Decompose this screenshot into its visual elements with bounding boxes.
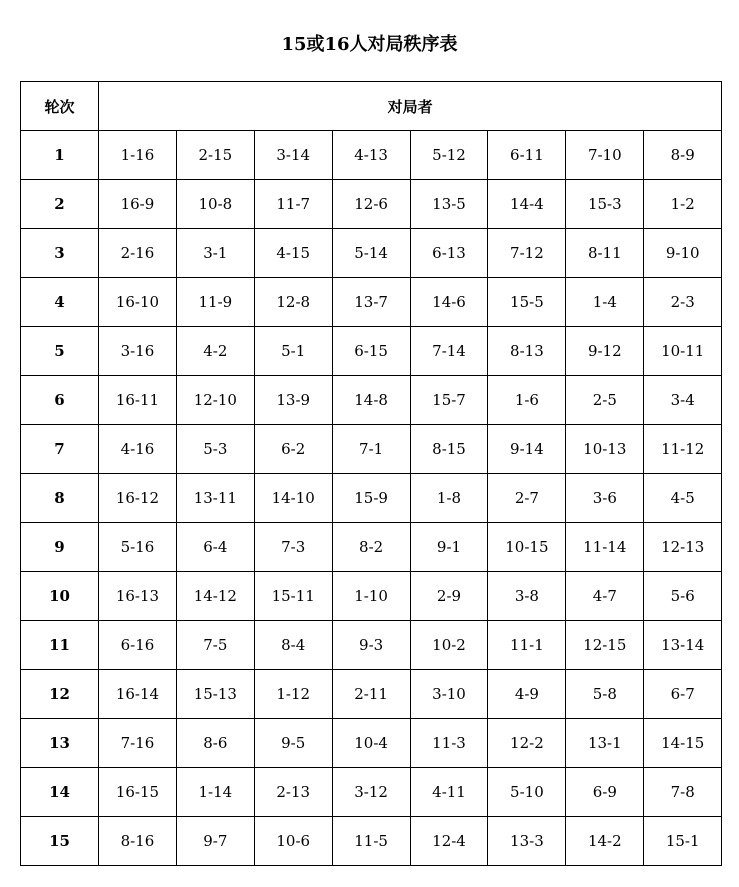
pairing-cell: 11-5 <box>332 817 410 866</box>
round-cell: 9 <box>21 523 99 572</box>
pairing-cell: 15-1 <box>644 817 722 866</box>
header-players: 对局者 <box>99 82 722 131</box>
round-cell: 5 <box>21 327 99 376</box>
round-cell: 8 <box>21 474 99 523</box>
schedule-body <box>21 131 722 866</box>
pairing-cell: 3-8 <box>488 572 566 621</box>
round-cell: 14 <box>21 768 99 817</box>
round-cell: 2 <box>21 180 99 229</box>
pairing-cell: 6-9 <box>566 768 644 817</box>
schedule-table <box>20 81 722 866</box>
pairing-cell: 4-5 <box>644 474 722 523</box>
pairing-cell: 14-8 <box>332 376 410 425</box>
pairing-cell: 9-3 <box>332 621 410 670</box>
pairing-cell: 16-14 <box>99 670 177 719</box>
round-cell: 7 <box>21 425 99 474</box>
pairing-cell: 7-1 <box>332 425 410 474</box>
table-row <box>21 572 722 621</box>
pairing-cell: 4-16 <box>99 425 177 474</box>
table-row <box>21 376 722 425</box>
pairing-cell: 11-1 <box>488 621 566 670</box>
pairing-cell: 9-5 <box>254 719 332 768</box>
pairing-cell: 2-7 <box>488 474 566 523</box>
pairing-cell: 7-10 <box>566 131 644 180</box>
pairing-cell: 10-6 <box>254 817 332 866</box>
pairing-cell: 12-2 <box>488 719 566 768</box>
pairing-cell: 6-7 <box>644 670 722 719</box>
round-cell: 6 <box>21 376 99 425</box>
pairing-cell: 3-12 <box>332 768 410 817</box>
pairing-cell: 12-15 <box>566 621 644 670</box>
pairing-cell: 8-2 <box>332 523 410 572</box>
table-row <box>21 180 722 229</box>
round-cell: 11 <box>21 621 99 670</box>
pairing-cell: 8-6 <box>176 719 254 768</box>
pairing-cell: 4-11 <box>410 768 488 817</box>
table-row <box>21 131 722 180</box>
round-cell: 13 <box>21 719 99 768</box>
pairing-cell: 15-9 <box>332 474 410 523</box>
pairing-cell: 9-1 <box>410 523 488 572</box>
pairing-cell: 14-15 <box>644 719 722 768</box>
pairing-cell: 2-11 <box>332 670 410 719</box>
pairing-cell: 14-10 <box>254 474 332 523</box>
pairing-cell: 8-16 <box>99 817 177 866</box>
pairing-cell: 16-11 <box>99 376 177 425</box>
pairing-cell: 6-2 <box>254 425 332 474</box>
pairing-cell: 6-4 <box>176 523 254 572</box>
pairing-cell: 14-2 <box>566 817 644 866</box>
pairing-cell: 2-16 <box>99 229 177 278</box>
pairing-cell: 11-7 <box>254 180 332 229</box>
pairing-cell: 10-2 <box>410 621 488 670</box>
table-row <box>21 621 722 670</box>
table-row <box>21 719 722 768</box>
pairing-cell: 4-13 <box>332 131 410 180</box>
pairing-cell: 5-1 <box>254 327 332 376</box>
pairing-cell: 2-15 <box>176 131 254 180</box>
pairing-cell: 1-16 <box>99 131 177 180</box>
pairing-cell: 9-10 <box>644 229 722 278</box>
pairing-cell: 5-10 <box>488 768 566 817</box>
pairing-cell: 12-6 <box>332 180 410 229</box>
pairing-cell: 3-6 <box>566 474 644 523</box>
pairing-cell: 15-7 <box>410 376 488 425</box>
pairing-cell: 13-9 <box>254 376 332 425</box>
pairing-cell: 6-11 <box>488 131 566 180</box>
table-row <box>21 670 722 719</box>
pairing-cell: 5-8 <box>566 670 644 719</box>
pairing-cell: 16-10 <box>99 278 177 327</box>
pairing-cell: 9-14 <box>488 425 566 474</box>
pairing-cell: 14-12 <box>176 572 254 621</box>
pairing-cell: 15-11 <box>254 572 332 621</box>
table-row <box>21 817 722 866</box>
pairing-cell: 13-11 <box>176 474 254 523</box>
pairing-cell: 7-3 <box>254 523 332 572</box>
pairing-cell: 7-5 <box>176 621 254 670</box>
pairing-cell: 2-3 <box>644 278 722 327</box>
pairing-cell: 13-5 <box>410 180 488 229</box>
pairing-cell: 7-16 <box>99 719 177 768</box>
pairing-cell: 3-1 <box>176 229 254 278</box>
pairing-cell: 12-10 <box>176 376 254 425</box>
pairing-cell: 12-13 <box>644 523 722 572</box>
pairing-cell: 8-9 <box>644 131 722 180</box>
pairing-cell: 2-13 <box>254 768 332 817</box>
pairing-cell: 11-3 <box>410 719 488 768</box>
pairing-cell: 7-14 <box>410 327 488 376</box>
pairing-cell: 10-15 <box>488 523 566 572</box>
round-cell: 3 <box>21 229 99 278</box>
pairing-cell: 12-8 <box>254 278 332 327</box>
pairing-cell: 16-12 <box>99 474 177 523</box>
page-title: 15或16人对局秩序表 <box>281 34 458 55</box>
pairing-cell: 11-14 <box>566 523 644 572</box>
pairing-cell: 2-9 <box>410 572 488 621</box>
pairing-cell: 5-12 <box>410 131 488 180</box>
pairing-cell: 10-4 <box>332 719 410 768</box>
pairing-cell: 14-6 <box>410 278 488 327</box>
pairing-cell: 5-14 <box>332 229 410 278</box>
pairing-cell: 7-8 <box>644 768 722 817</box>
pairing-cell: 5-3 <box>176 425 254 474</box>
pairing-cell: 11-12 <box>644 425 722 474</box>
header-round: 轮次 <box>21 82 99 131</box>
pairing-cell: 1-10 <box>332 572 410 621</box>
pairing-cell: 16-13 <box>99 572 177 621</box>
round-cell: 12 <box>21 670 99 719</box>
round-cell: 4 <box>21 278 99 327</box>
pairing-cell: 1-4 <box>566 278 644 327</box>
pairing-cell: 8-15 <box>410 425 488 474</box>
pairing-cell: 1-2 <box>644 180 722 229</box>
table-header-row <box>21 82 722 131</box>
pairing-cell: 9-12 <box>566 327 644 376</box>
pairing-cell: 4-2 <box>176 327 254 376</box>
pairing-cell: 13-7 <box>332 278 410 327</box>
pairing-cell: 11-9 <box>176 278 254 327</box>
pairing-cell: 10-11 <box>644 327 722 376</box>
pairing-cell: 7-12 <box>488 229 566 278</box>
table-row <box>21 229 722 278</box>
pairing-cell: 10-13 <box>566 425 644 474</box>
pairing-cell: 4-7 <box>566 572 644 621</box>
table-row <box>21 278 722 327</box>
pairing-cell: 3-14 <box>254 131 332 180</box>
pairing-cell: 1-14 <box>176 768 254 817</box>
table-row <box>21 327 722 376</box>
round-cell: 15 <box>21 817 99 866</box>
pairing-cell: 14-4 <box>488 180 566 229</box>
pairing-cell: 4-9 <box>488 670 566 719</box>
table-row <box>21 425 722 474</box>
pairing-cell: 5-16 <box>99 523 177 572</box>
pairing-cell: 6-15 <box>332 327 410 376</box>
pairing-cell: 8-4 <box>254 621 332 670</box>
pairing-cell: 8-13 <box>488 327 566 376</box>
pairing-cell: 15-13 <box>176 670 254 719</box>
pairing-cell: 6-16 <box>99 621 177 670</box>
pairing-cell: 1-12 <box>254 670 332 719</box>
round-cell: 1 <box>21 131 99 180</box>
pairing-cell: 16-9 <box>99 180 177 229</box>
pairing-cell: 3-10 <box>410 670 488 719</box>
table-row <box>21 523 722 572</box>
pairing-cell: 4-15 <box>254 229 332 278</box>
pairing-cell: 3-4 <box>644 376 722 425</box>
table-row <box>21 768 722 817</box>
pairing-cell: 1-6 <box>488 376 566 425</box>
pairing-cell: 15-3 <box>566 180 644 229</box>
pairing-cell: 13-3 <box>488 817 566 866</box>
round-cell: 10 <box>21 572 99 621</box>
table-row <box>21 474 722 523</box>
pairing-cell: 13-14 <box>644 621 722 670</box>
pairing-cell: 2-5 <box>566 376 644 425</box>
pairing-cell: 13-1 <box>566 719 644 768</box>
pairing-cell: 8-11 <box>566 229 644 278</box>
pairing-cell: 9-7 <box>176 817 254 866</box>
pairing-cell: 12-4 <box>410 817 488 866</box>
pairing-cell: 10-8 <box>176 180 254 229</box>
pairing-cell: 3-16 <box>99 327 177 376</box>
pairing-cell: 15-5 <box>488 278 566 327</box>
pairing-cell: 16-15 <box>99 768 177 817</box>
pairing-cell: 1-8 <box>410 474 488 523</box>
pairing-cell: 5-6 <box>644 572 722 621</box>
pairing-cell: 6-13 <box>410 229 488 278</box>
